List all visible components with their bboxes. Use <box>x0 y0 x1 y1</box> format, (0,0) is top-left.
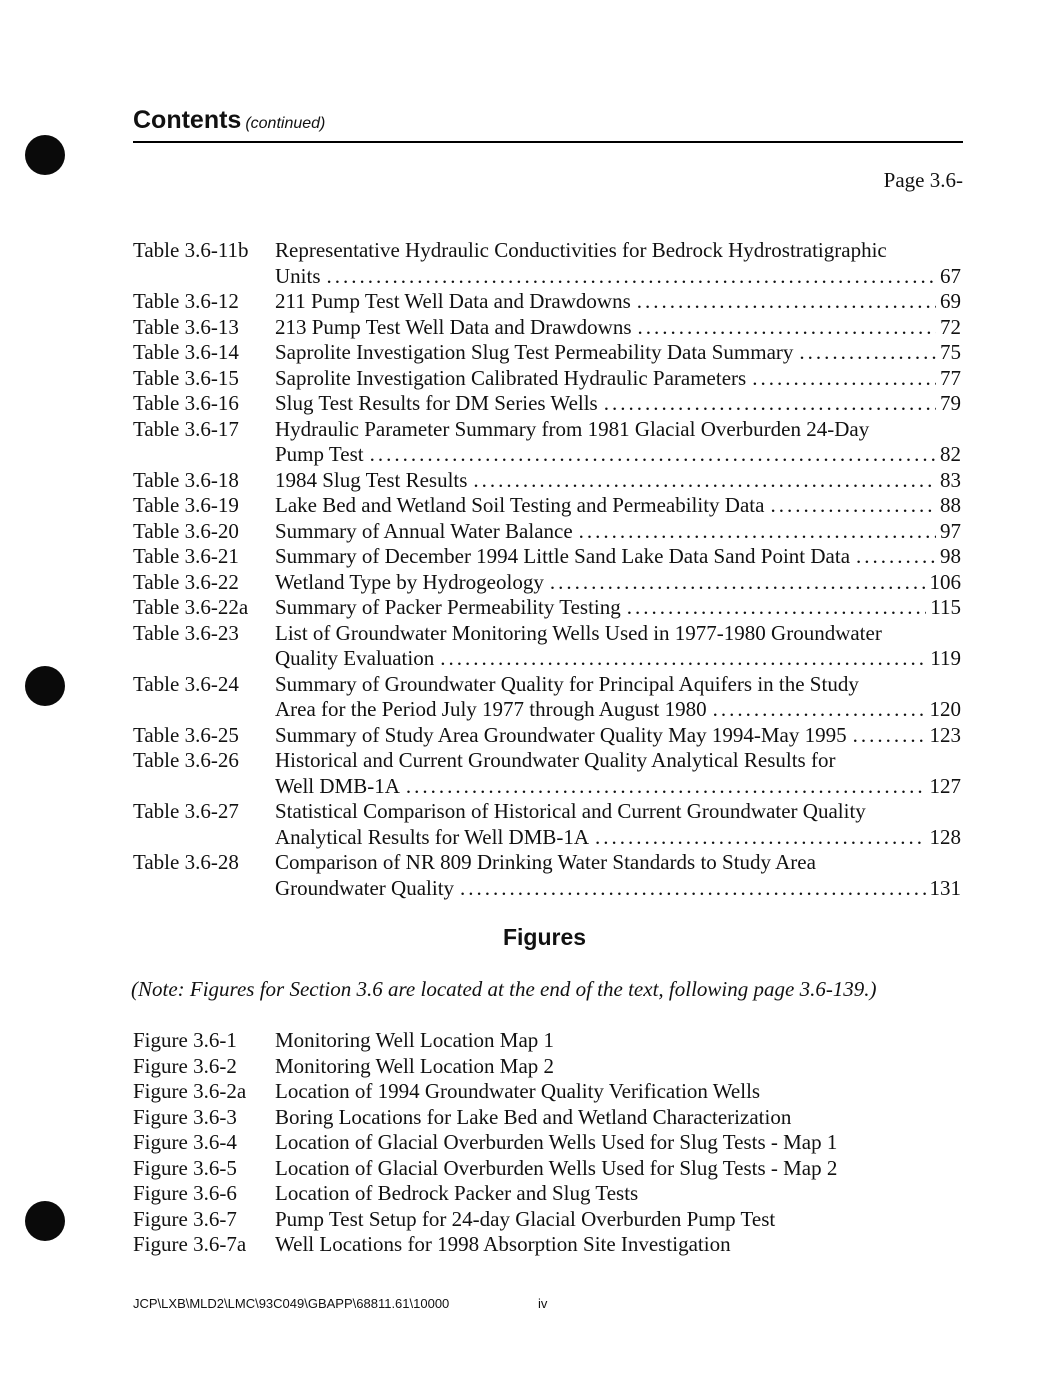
table-label: Table 3.6-19 <box>133 493 239 517</box>
title-text: Summary of Groundwater Quality for Principal Aquifers in the Study <box>275 671 859 696</box>
table-entry <box>133 366 961 392</box>
table-entry <box>133 621 961 672</box>
table-entry <box>133 289 961 315</box>
figure-entry <box>133 1232 961 1258</box>
table-entry <box>133 799 961 850</box>
figure-label: Figure 3.6-4 <box>133 1130 237 1154</box>
table-label: Table 3.6-18 <box>133 467 239 492</box>
figure-title: Well Locations for 1998 Absorption Site Investigation <box>275 1232 731 1256</box>
title-text: Quality Evaluation <box>275 646 435 670</box>
table-label: Table 3.6-22a <box>133 595 249 619</box>
table-label: Table 3.6-27 <box>133 799 239 823</box>
page-number: 127 <box>929 773 961 798</box>
table-label: Table 3.6-13 <box>133 314 239 339</box>
table-label: Table 3.6-21 <box>133 544 239 568</box>
page-number: 131 <box>929 875 961 900</box>
table-entry <box>133 391 961 417</box>
title-text: Historical and Current Groundwater Quality Analytical Results for <box>275 748 836 772</box>
figure-entry <box>133 1028 961 1054</box>
footer-page-number: iv <box>538 1296 548 1311</box>
figure-title: Monitoring Well Location Map 2 <box>275 1053 555 1078</box>
table-label: Table 3.6-11b <box>133 238 249 262</box>
figure-title: Location of 1994 Groundwater Quality Verification Wells <box>275 1079 761 1103</box>
punch-hole-bottom <box>25 1201 65 1241</box>
page-number: 69 <box>940 289 961 313</box>
table-title <box>275 340 961 366</box>
toc-line <box>275 468 961 494</box>
table-label: Table 3.6-25 <box>133 722 239 747</box>
table-label: Table 3.6-24 <box>133 671 239 696</box>
table-entry <box>133 850 961 901</box>
page-number: 72 <box>940 314 961 339</box>
page-number: 79 <box>940 391 961 415</box>
title-text: List of Groundwater Monitoring Wells Used in 1977-1980 Groundwater <box>275 620 882 645</box>
page-number: 119 <box>930 646 961 670</box>
page-number: 98 <box>940 544 961 568</box>
page-footer <box>133 1296 548 1311</box>
table-title <box>275 519 961 545</box>
figure-label: Figure 3.6-5 <box>133 1155 237 1180</box>
title-text: Saprolite Investigation Calibrated Hydraulic Parameters <box>275 365 747 390</box>
title-text: Hydraulic Parameter Summary from 1981 Glacial Overburden 24-Day <box>275 416 870 441</box>
toc-line <box>275 493 961 519</box>
table-entry <box>133 748 961 799</box>
title-text: Well DMB-1A <box>275 773 400 798</box>
table-title <box>275 417 961 468</box>
toc-line <box>275 825 961 851</box>
toc-line <box>275 697 961 723</box>
table-label: Table 3.6-23 <box>133 620 239 645</box>
figure-title: Location of Glacial Overburden Wells Used for Slug Tests - Map 2 <box>275 1155 838 1180</box>
page-number: 128 <box>929 824 961 849</box>
table-entry <box>133 544 961 570</box>
table-title <box>275 723 961 749</box>
page-number: 82 <box>940 442 961 466</box>
title-text: Analytical Results for Well DMB-1A <box>275 824 590 849</box>
table-title <box>275 468 961 494</box>
dot-leader <box>440 646 926 672</box>
title-text: Wetland Type by Hydrogeology <box>275 569 544 594</box>
table-title <box>275 595 961 621</box>
page-number: 77 <box>940 365 961 390</box>
table-entry <box>133 570 961 596</box>
toc-line <box>275 774 961 800</box>
table-entry <box>133 315 961 341</box>
title-text: Summary of Packer Permeability Testing <box>275 595 621 619</box>
dot-leader <box>770 493 936 519</box>
toc-line <box>275 519 961 545</box>
title-text: Summary of Study Area Groundwater Quality May 1994-May 1995 <box>275 722 847 747</box>
continued-label: (continued) <box>245 115 326 132</box>
punch-hole-middle <box>25 666 65 706</box>
table-title <box>275 493 961 519</box>
table-title <box>275 544 961 570</box>
dot-leader <box>406 774 926 800</box>
title-text: Statistical Comparison of Historical and Current Groundwater Quality <box>275 799 866 823</box>
toc-line <box>275 595 961 621</box>
title-text: Slug Test Results for DM Series Wells <box>275 391 598 415</box>
figure-label: Figure 3.6-2 <box>133 1053 237 1078</box>
toc-line <box>275 876 961 902</box>
title-text: Saprolite Investigation Slug Test Permeability Data Summary <box>275 340 794 364</box>
title-text: 211 Pump Test Well Data and Drawdowns <box>275 289 631 313</box>
table-title <box>275 315 961 341</box>
page-number: 123 <box>929 722 961 747</box>
figures-note: (Note: Figures for Section 3.6 are located at the end of the text, following page 3.6-139.) <box>131 977 877 1001</box>
title-text: Area for the Period July 1977 through August 1980 <box>275 697 707 721</box>
table-label: Table 3.6-15 <box>133 365 239 390</box>
toc-line <box>275 391 961 417</box>
dot-leader <box>638 315 936 341</box>
toc-line <box>275 366 961 392</box>
figure-entry <box>133 1079 961 1105</box>
figure-entry <box>133 1054 961 1080</box>
title-text: Summary of Annual Water Balance <box>275 518 573 543</box>
table-entry <box>133 672 961 723</box>
page-number: 75 <box>940 340 961 364</box>
figure-label: Figure 3.6-1 <box>133 1028 237 1052</box>
title-text: Comparison of NR 809 Drinking Water Standards to Study Area <box>275 850 816 874</box>
title-text: Lake Bed and Wetland Soil Testing and Permeability Data <box>275 493 765 517</box>
figures-heading: Figures <box>502 924 587 950</box>
table-label: Table 3.6-20 <box>133 518 239 543</box>
figure-label: Figure 3.6-3 <box>133 1104 237 1129</box>
table-title <box>275 748 961 799</box>
table-entry <box>133 468 961 494</box>
title-text: Groundwater Quality <box>275 875 455 900</box>
title-text: Pump Test <box>275 442 364 466</box>
page-number: 115 <box>930 595 961 619</box>
dot-leader <box>370 442 936 468</box>
page-header <box>133 106 963 135</box>
dot-leader <box>713 697 926 723</box>
toc-line <box>275 289 961 315</box>
page-number: 120 <box>929 697 961 721</box>
title-text: Summary of December 1994 Little Sand Lake Data Sand Point Data <box>275 544 851 568</box>
dot-leader <box>799 340 936 366</box>
table-label: Table 3.6-12 <box>133 289 239 313</box>
figure-label: Figure 3.6-7 <box>133 1206 237 1231</box>
table-entry <box>133 417 961 468</box>
figure-title: Monitoring Well Location Map 1 <box>275 1028 555 1052</box>
figure-title: Location of Glacial Overburden Wells Used for Slug Tests - Map 1 <box>275 1130 838 1154</box>
table-entry <box>133 340 961 366</box>
figure-label: Figure 3.6-7a <box>133 1232 247 1256</box>
table-label: Table 3.6-26 <box>133 748 239 772</box>
table-entry <box>133 595 961 621</box>
figure-title: Boring Locations for Lake Bed and Wetland Characterization <box>275 1104 792 1129</box>
figure-entry <box>133 1130 961 1156</box>
page-column-label: Page 3.6- <box>883 168 963 192</box>
toc-line <box>275 723 961 749</box>
title-text: Units <box>275 263 321 288</box>
table-title <box>275 570 961 596</box>
figure-entry <box>133 1181 961 1207</box>
punch-hole-top <box>25 135 65 175</box>
table-title <box>275 850 961 901</box>
toc-line <box>275 570 961 596</box>
table-label: Table 3.6-28 <box>133 850 239 874</box>
table-title <box>275 289 961 315</box>
table-entry <box>133 723 961 749</box>
figures-list <box>133 1028 961 1258</box>
header-rule <box>133 141 963 143</box>
figure-label: Figure 3.6-6 <box>133 1181 237 1205</box>
toc-line <box>275 340 961 366</box>
page-number: 106 <box>929 569 961 594</box>
title-text: 1984 Slug Test Results <box>275 467 468 492</box>
dot-leader <box>627 595 927 621</box>
page-number: 88 <box>940 493 961 517</box>
table-label: Table 3.6-16 <box>133 391 239 415</box>
table-title <box>275 672 961 723</box>
toc-line <box>275 315 961 341</box>
figure-entry <box>133 1105 961 1131</box>
toc-line <box>275 544 961 570</box>
title-text: 213 Pump Test Well Data and Drawdowns <box>275 314 632 339</box>
toc-line <box>275 264 961 290</box>
table-title <box>275 366 961 392</box>
footer-path: JCP\LXB\MLD2\LMC\93C049\GBAPP\68811.61\10000 <box>133 1296 450 1311</box>
table-title <box>275 391 961 417</box>
table-title <box>275 799 961 850</box>
dot-leader <box>595 825 925 851</box>
figure-entry <box>133 1207 961 1233</box>
dot-leader <box>856 544 936 570</box>
page-number: 67 <box>940 263 961 288</box>
dot-leader <box>579 519 936 545</box>
dot-leader <box>604 391 936 417</box>
title-text: Representative Hydraulic Conductivities for Bedrock Hydrostratigraphic <box>275 238 887 262</box>
dot-leader <box>853 723 926 749</box>
page-number: 97 <box>940 518 961 543</box>
dot-leader <box>637 289 936 315</box>
table-title <box>275 621 961 672</box>
table-title <box>275 238 961 289</box>
figure-title: Location of Bedrock Packer and Slug Tests <box>275 1181 639 1205</box>
dot-leader <box>460 876 925 902</box>
figure-label: Figure 3.6-2a <box>133 1079 247 1103</box>
page-title: Contents <box>133 106 242 134</box>
figure-title: Pump Test Setup for 24-day Glacial Overburden Pump Test <box>275 1206 776 1231</box>
table-label: Table 3.6-22 <box>133 569 239 594</box>
table-entry <box>133 238 961 289</box>
dot-leader <box>550 570 926 596</box>
figure-entry <box>133 1156 961 1182</box>
table-label: Table 3.6-17 <box>133 416 239 441</box>
dot-leader <box>473 468 936 494</box>
dot-leader <box>327 264 936 290</box>
table-entry <box>133 519 961 545</box>
toc-line <box>275 442 961 468</box>
table-label: Table 3.6-14 <box>133 340 239 364</box>
page-number: 83 <box>940 467 961 492</box>
tables-list <box>133 238 961 901</box>
dot-leader <box>752 366 936 392</box>
toc-line <box>275 646 961 672</box>
table-entry <box>133 493 961 519</box>
